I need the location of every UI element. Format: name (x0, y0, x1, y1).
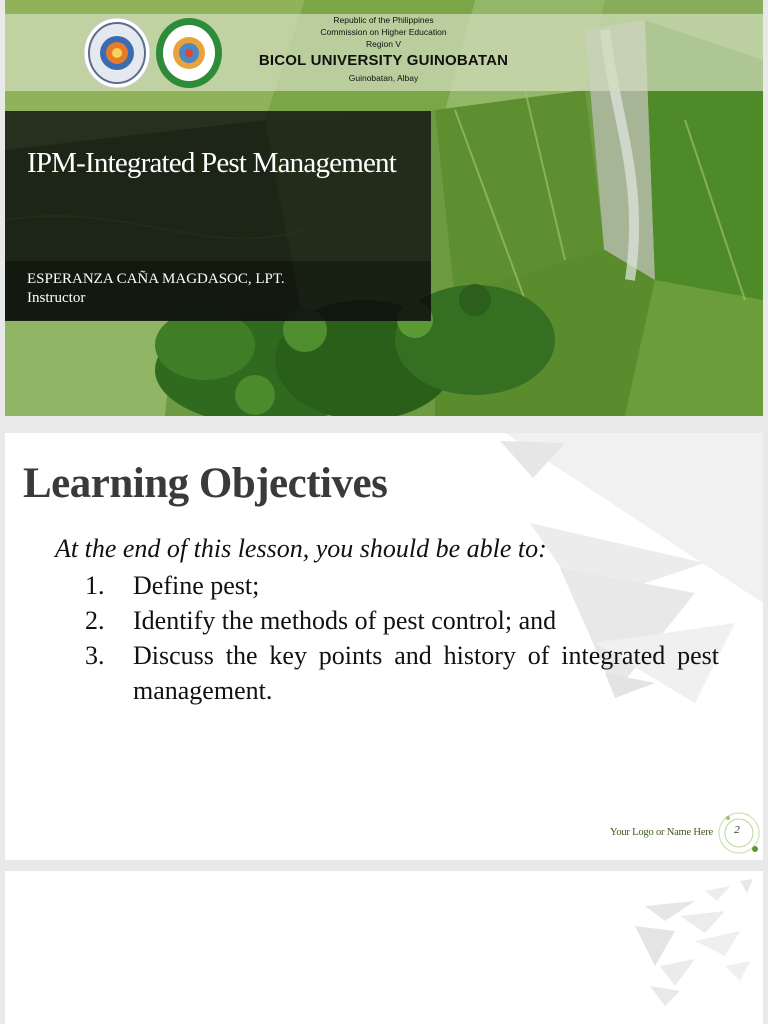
learning-objectives-slide (5, 433, 763, 860)
author-box (5, 261, 431, 321)
list-item (85, 638, 719, 708)
author-name: ESPERANZA CAÑA MAGDASOC, LPT. (27, 271, 285, 287)
list-item (85, 603, 719, 638)
author-role: Instructor (27, 290, 86, 306)
objectives-intro: At the end of this lesson, you should be able to: (55, 534, 547, 563)
list-item-text: Identify the methods of pest control; and (133, 606, 557, 635)
header-republic: Republic of the Philippines (333, 15, 434, 25)
presentation-title: IPM-Integrated Pest Management (27, 147, 397, 179)
list-item-text: Define pest; (133, 571, 260, 600)
footer-logo-text: Your Logo or Name Here (610, 827, 714, 838)
header-region: Region V (366, 39, 401, 49)
objectives-list (85, 568, 719, 708)
list-item-text: Discuss the key points and history of integrated pest management. (133, 641, 719, 705)
university-location: Guinobatan, Albay (348, 73, 419, 83)
next-slide-partial (5, 871, 763, 1024)
list-item (85, 568, 719, 603)
decorative-triangles (5, 871, 763, 1024)
agriculture-college-seal-logo (155, 17, 223, 89)
university-name: BICOL UNIVERSITY GUINOBATAN (258, 52, 509, 69)
list-item-number: 3. (85, 641, 105, 670)
institution-header (241, 14, 526, 84)
title-box (5, 111, 431, 261)
title-slide (5, 0, 763, 416)
university-seal-logo (83, 17, 151, 89)
slide-heading: Learning Objectives (23, 460, 388, 507)
header-commission: Commission on Higher Education (320, 27, 447, 37)
page-number: 2 (734, 824, 740, 836)
list-item-number: 2. (85, 606, 105, 635)
list-item-number: 1. (85, 571, 105, 600)
